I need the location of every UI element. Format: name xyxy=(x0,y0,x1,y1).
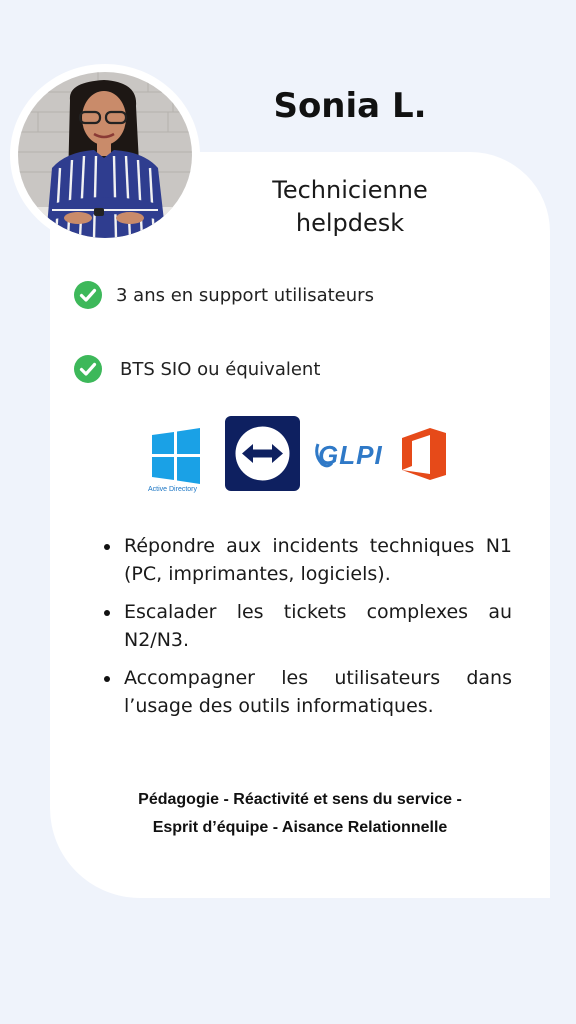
role-line-2: helpdesk xyxy=(295,209,405,237)
highlight-text: BTS SIO ou équivalent xyxy=(120,358,321,380)
profile-role xyxy=(230,174,470,240)
highlight-text: 3 ans en support utilisateurs xyxy=(116,284,374,306)
skills-line-2: Esprit d’équipe - Aisance Relationnelle xyxy=(152,819,448,836)
bullet xyxy=(104,544,110,550)
glpi-icon xyxy=(314,438,383,472)
bullet xyxy=(104,610,110,616)
list-item xyxy=(104,532,512,588)
bullet xyxy=(104,676,110,682)
highlight-degree xyxy=(74,355,320,383)
list-item xyxy=(104,664,512,720)
active-directory-caption: Active Directory xyxy=(148,486,198,493)
task-text: Répondre aux incidents techniques N1 (PC, imprimantes, logiciels). xyxy=(124,535,512,585)
soft-skills xyxy=(90,786,510,842)
role-line-1: Technicienne xyxy=(272,176,428,204)
task-text: Accompagner les utilisateurs dans l’usage des outils informatiques. xyxy=(124,667,512,717)
task-list xyxy=(104,532,512,730)
skills-line-1: Pédagogie - Réactivité et sens du service - xyxy=(138,791,462,808)
profile-name: Sonia L. xyxy=(273,86,427,126)
glpi-label: GLPI xyxy=(318,440,383,470)
highlight-experience xyxy=(74,281,374,309)
task-text: Escalader les tickets complexes au N2/N3. xyxy=(124,601,512,651)
check-circle-icon xyxy=(74,281,102,309)
teamviewer-icon xyxy=(225,416,300,491)
windows-active-directory-icon xyxy=(148,426,208,502)
avatar xyxy=(18,72,192,238)
office-icon xyxy=(400,426,450,482)
check-circle-icon xyxy=(74,355,102,383)
list-item xyxy=(104,598,512,654)
tools-logos xyxy=(0,414,576,494)
